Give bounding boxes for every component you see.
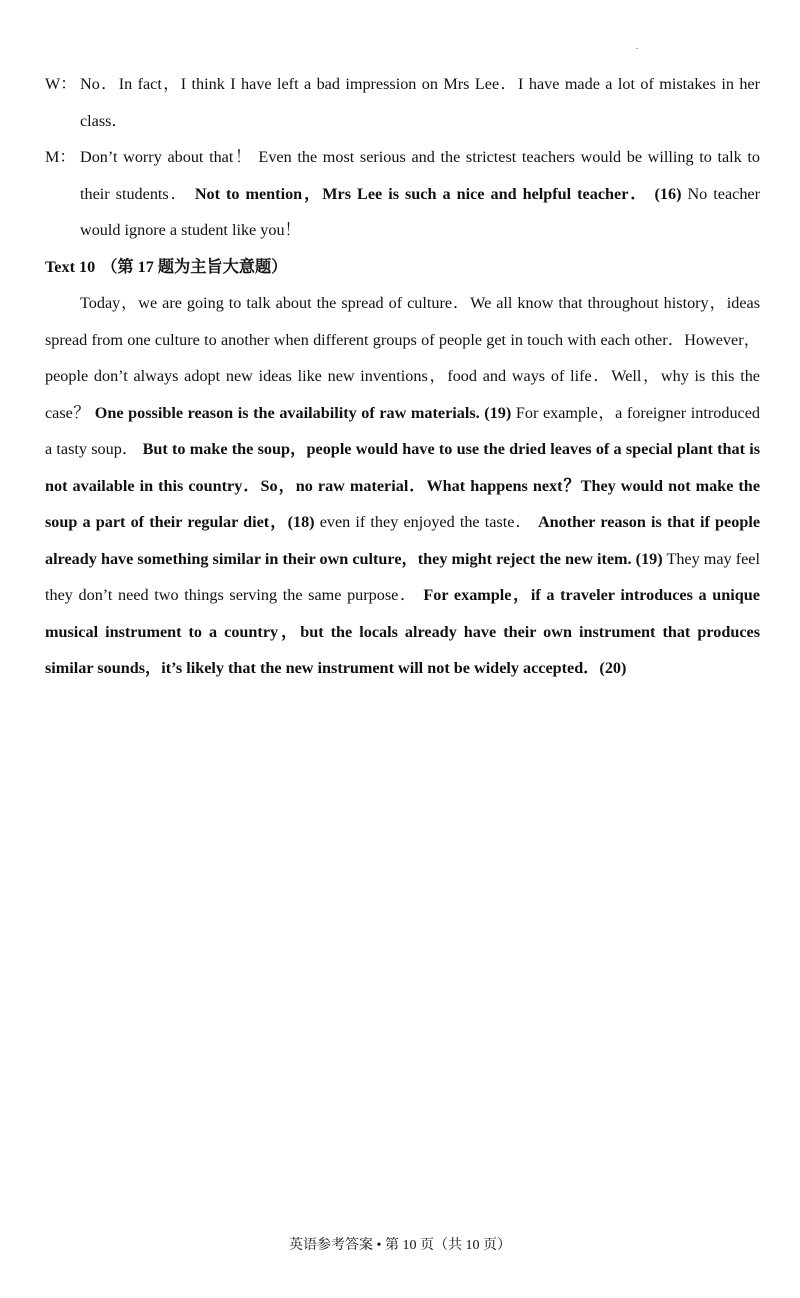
dialogue-text: Don’t worry about that！ Even the most serious and the strictest teachers would be willing to talk to their students． [80,148,760,203]
answer-highlight: Not to mention，Mrs Lee is such a nice and helpful teacher． (16) [194,184,682,203]
speaker-label: M： [45,148,76,166]
page-footer: 英语参考答案 • 第 10 页（共 10 页） [289,1238,511,1253]
dialogue-line-m [45,139,760,249]
scan-speck [636,48,638,49]
dialogue-text: No．In fact，I think I have left a bad impression on Mrs Lee．I have made a lot of mistakes in her class． [80,75,760,130]
dialogue-text: No teacher would ignore a student like you！ [80,184,760,239]
speaker-label: W： [45,75,77,93]
passage-paragraph [45,285,760,687]
section-heading [45,249,760,286]
section-note: （第 17 题为主旨大意题） [101,257,288,276]
answer-highlight: For example，if a traveler introduces a unique musical instrument to a country，but the locals already have their own instrument that produces similar sounds，it’s likely that the new instrument will not be widely accepted．(20) [45,586,760,677]
passage-text: even if they enjoyed the taste． [314,513,538,531]
answer-highlight: One possible reason is the availability of raw materials. (19) [94,403,512,422]
answer-highlight: But to make the soup，people would have to use the dried leaves of a special plant that is not available in this country．So，no raw material．What happens next？They would not make the soup a part of their regular diet，(18) [45,440,760,531]
passage-text: Today，we are going to talk about the spread of culture．We all know that throughout history，ideas spread from one culture to another when different groups of people get in touch with each other．However，people don’t always adopt new ideas like new inventions，food and ways of life．Well，why is this the case？ [45,294,760,422]
passage-text: For example，a foreigner introduced a tasty soup． [45,403,761,458]
answer-highlight: Another reason is that if people already have something similar in their own culture，they might reject the new item. (19) [45,513,760,568]
section-title: Text 10 [45,257,96,276]
dialogue-line-w [45,66,760,139]
passage-text: They may feel they don’t need two things serving the same purpose． [45,549,760,604]
page-content [45,66,760,687]
